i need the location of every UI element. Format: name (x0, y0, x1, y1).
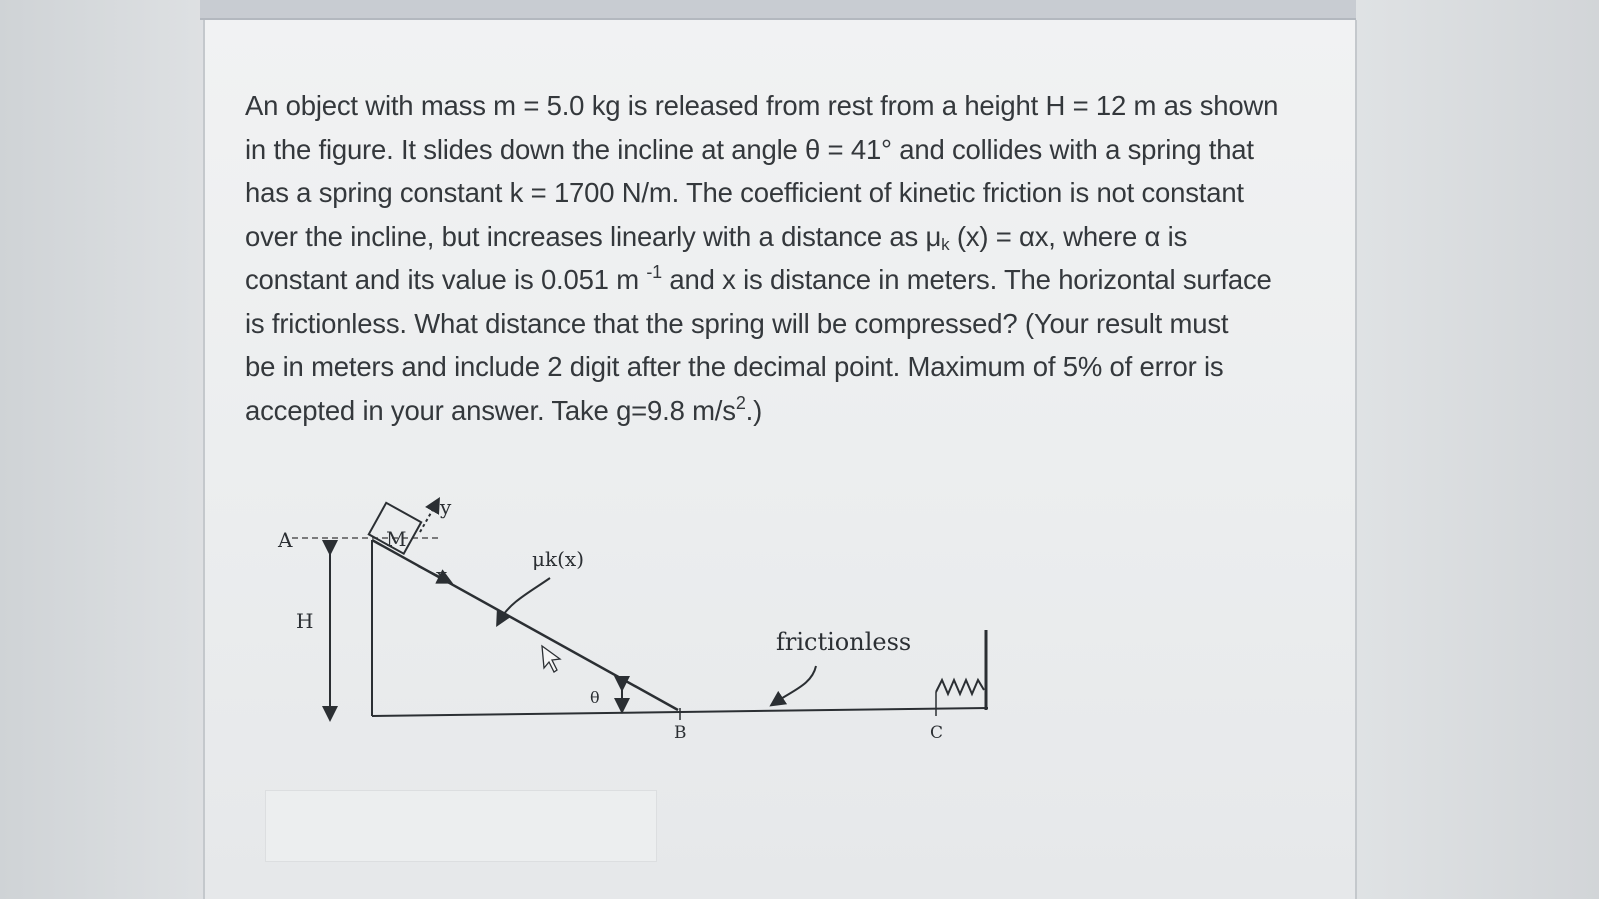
label-theta: θ (590, 688, 600, 707)
question-line-5-end: and x is distance in meters. The horizontal surface (661, 264, 1272, 295)
question-line-3: has a spring constant k = 1700 N/m. The coefficient of kinetic friction is not constant (245, 177, 1244, 208)
label-a: A (278, 528, 293, 552)
label-y: y (440, 495, 452, 519)
label-m: M (386, 527, 407, 551)
label-mu-k: μk(x) (532, 547, 585, 571)
question-line-4-start: over the incline, but increases linearly with a distance as μ (245, 220, 942, 252)
question-line-1: An object with mass m = 5.0 kg is released from rest from a height H = 12 m as shown (245, 90, 1279, 121)
spring-coil (936, 680, 984, 694)
label-b: B (674, 723, 687, 743)
mu-subscript: k (941, 234, 950, 254)
answer-input-box[interactable] (265, 790, 657, 862)
label-c: C (930, 723, 944, 743)
incline-slope (372, 540, 678, 710)
question-line-6: is frictionless. What distance that the spring will be compressed? (Your result must (245, 307, 1229, 339)
question-text (245, 84, 1335, 432)
y-axis-arrow (420, 504, 436, 532)
question-line-4-end: (x) = αx, where α is (949, 220, 1188, 252)
g-exponent: 2 (735, 392, 746, 413)
incline-spring-figure (260, 470, 1020, 750)
label-x: x (436, 563, 448, 587)
mouse-cursor-icon (542, 646, 560, 672)
frictionless-pointer-arrow (776, 666, 816, 702)
question-line-2: in the figure. It slides down the incline at angle θ = 41° and collides with a spring that (245, 133, 1254, 165)
question-line-8-end: .) (745, 394, 763, 426)
unit-exponent: -1 (646, 262, 662, 282)
label-h: H (296, 609, 314, 633)
mu-k-pointer-arrow (500, 578, 550, 620)
question-line-7: be in meters and include 2 digit after the decimal point. Maximum of 5% of error is (245, 351, 1224, 382)
question-line-5 (245, 258, 1335, 302)
question-line-8-start: accepted in your answer. Take g=9.8 m/s (245, 394, 736, 426)
question-line-8 (245, 389, 1335, 433)
question-panel (203, 20, 1357, 899)
label-frictionless: frictionless (776, 628, 912, 656)
question-line-4 (245, 215, 1335, 259)
question-line-5-start: constant and its value is 0.051 m (245, 264, 647, 295)
browser-top-bar (200, 0, 1356, 20)
